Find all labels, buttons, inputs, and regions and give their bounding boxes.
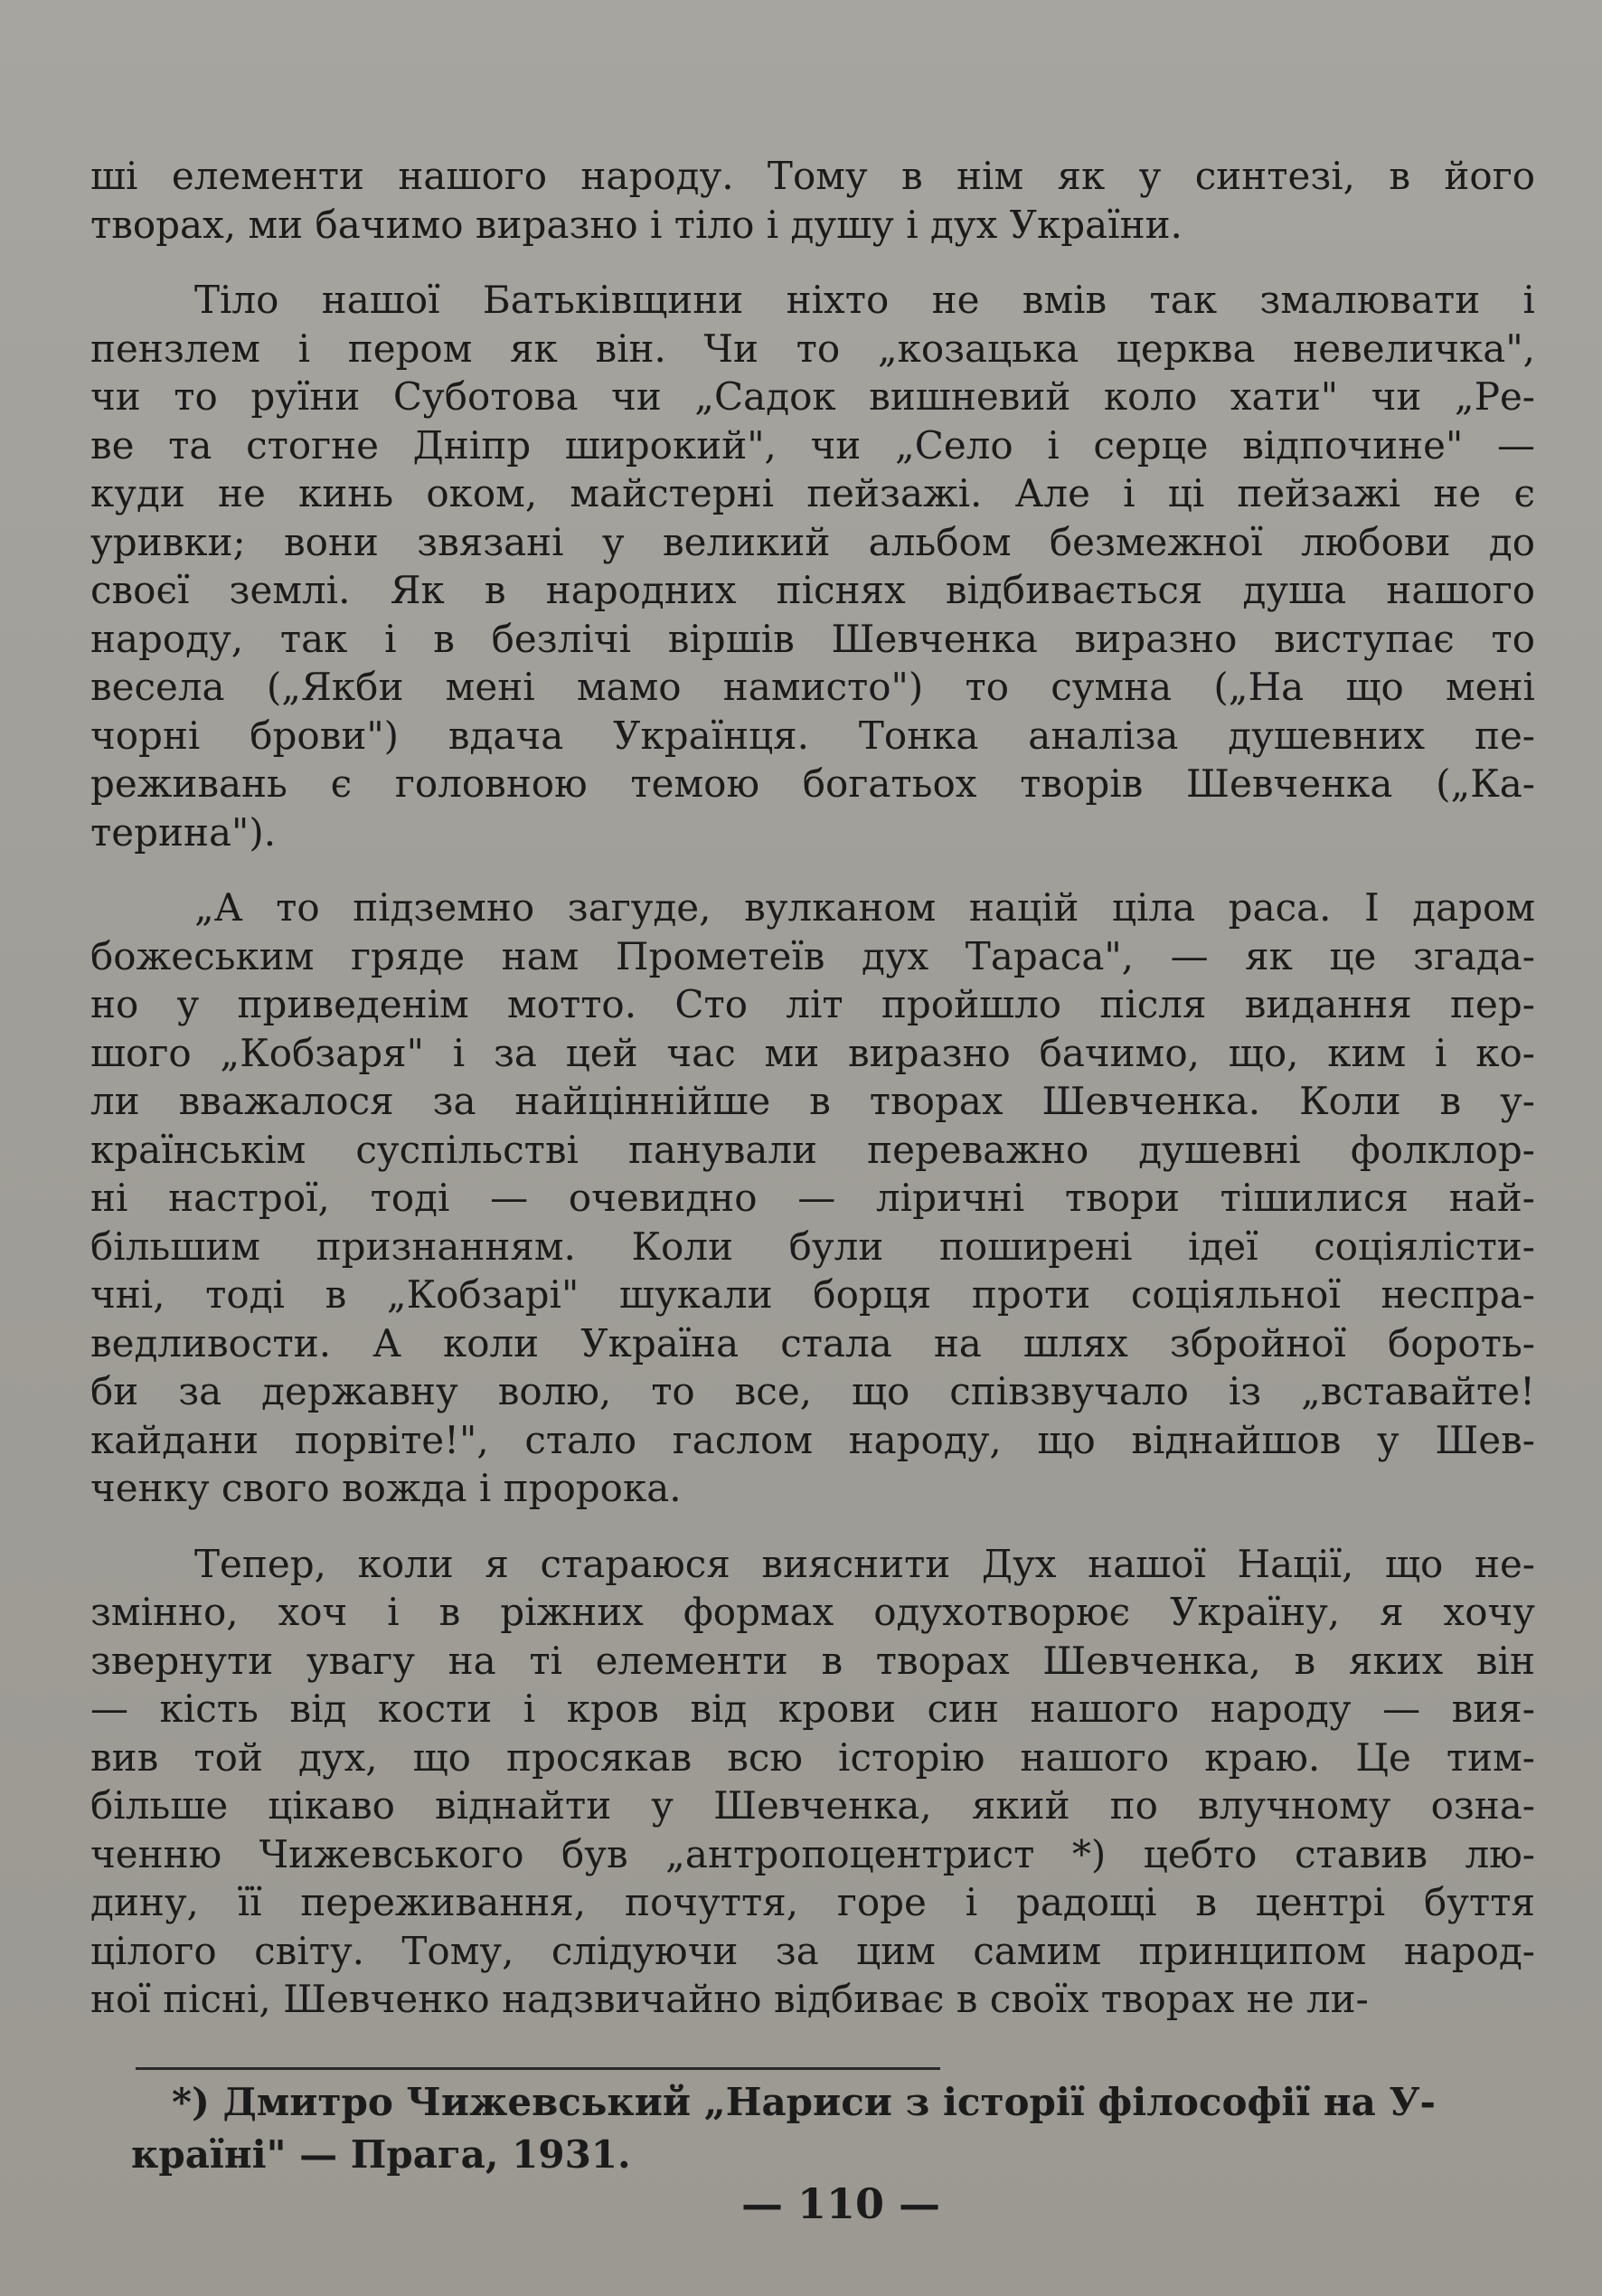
text-line: но у приведенім мотто. Сто літ пройшло після видання пер- (90, 982, 1535, 1026)
paragraph (90, 1540, 1535, 2024)
text-line: ні настрої, тоді — очевидно — ліричні твори тішилися най- (90, 1176, 1535, 1220)
text-line: ної пісні, Шевченко надзвичайно відбиває в своїх творах не ли- (90, 1977, 1369, 2021)
text-line: ве та стогне Дніпр широкий", чи „Село і серце відпочине" — (90, 422, 1535, 468)
text-line: ші елементи нашого народу. Тому в нім як у синтезі, в його (90, 154, 1535, 198)
text-line: чи то руїни Суботова чи „Садок вишневий коло хати" чи „Ре- (90, 374, 1535, 419)
text-line: змінно, хоч і в ріжних формах одухотворює Україну, я хочу (90, 1590, 1535, 1634)
text-line: пензлем і пером як він. Чи то „козацька церква невеличка", (90, 326, 1535, 371)
text-line: цілого світу. Тому, слідуючи за цим самим принципом народ- (90, 1928, 1535, 1973)
text-line: куди не кинь оком, майстерні пейзажі. Але і ці пейзажі не є (90, 471, 1535, 515)
text-line: вив той дух, що просякав всю історію нашого краю. Це тим- (90, 1734, 1535, 1780)
text-line: шого „Кобзаря" і за цей час ми виразно бачимо, що, ким і ко- (90, 1030, 1535, 1075)
text-line: терина"). (90, 809, 277, 855)
text-line: дину, її переживання, почуття, горе і радощі в центрі буття (90, 1880, 1535, 1924)
text-line: своєї землі. Як в народних піснях відбивається душа нашого (90, 568, 1535, 612)
paragraph (90, 276, 1535, 856)
text-line: кайдани порвіте!", стало гаслом народу, що віднайшов у Шев- (90, 1417, 1535, 1462)
text-line: божеським гряде нам Прометеїв дух Тараса", — як це згада- (90, 933, 1535, 978)
text-line: творах, ми бачимо виразно і тіло і душу і дух України. (90, 202, 1183, 247)
footnote-line-2: країні" — Прага, 1931. (131, 2132, 631, 2177)
text-line: більшим признанням. Коли були поширені ідеї соціялісти- (90, 1224, 1535, 1269)
text-line: ченню Чижевського був „антропоцентрист *) цебто ставив лю- (90, 1831, 1535, 1876)
paragraph (90, 883, 1535, 1513)
text-line: „А то підземно загуде, вулканом націй ціла раса. І даром (194, 885, 1535, 930)
text-line: ведливости. А коли Україна стала на шлях збройної бороть- (90, 1320, 1535, 1365)
text-line: ченку свого вожда і пророка. (90, 1466, 682, 1510)
page-number: — 110 — (740, 2179, 941, 2228)
text-line: більше цікаво віднайти у Шевченка, який по влучному озна- (90, 1783, 1535, 1828)
text-line: уривки; вони звязані у великий альбом безмежної любови до (90, 519, 1535, 564)
text-line: чні, тоді в „Кобзарі" шукали борця проти соціяльної неспра- (90, 1272, 1535, 1317)
text-line: Тіло нашої Батьківщини ніхто не вмів так змалювати і (194, 278, 1535, 322)
paragraph (90, 152, 1535, 249)
footnote (131, 2076, 1528, 2181)
text-line: народу, так і в безлічі віршів Шевченка виразно виступає то (90, 616, 1535, 661)
text-line: — кість від кости і кров від крови син нашого народу — вия- (90, 1687, 1535, 1731)
text-line: чорні брови") вдача Українця. Тонка аналіза душевних пе- (90, 713, 1535, 758)
text-line: реживань є головною темою богатьох творів Шевченка („Ка- (90, 761, 1535, 806)
body-text (90, 152, 1535, 2024)
footnote-divider (136, 2067, 940, 2070)
text-line: ли вважалося за найціннійше в творах Шевченка. Коли в у- (90, 1079, 1535, 1123)
text-line: країнськім суспільстві панували переважно душевні фолклор- (90, 1127, 1535, 1172)
text-line: звернути увагу на ті елементи в творах Шевченка, в яких він (90, 1638, 1535, 1683)
text-line: весела („Якби мені мамо намисто") то сумна („На що мені (90, 665, 1535, 709)
footnote-line-1: *) Дмитро Чижевський „Нариси з історії філософії на У- (172, 2080, 1436, 2124)
text-line: би за державну волю, то все, що співзвучало із „вставайте! (90, 1369, 1535, 1413)
text-line: Тепер, коли я стараюся вияснити Дух нашої Нації, що не- (194, 1541, 1535, 1586)
